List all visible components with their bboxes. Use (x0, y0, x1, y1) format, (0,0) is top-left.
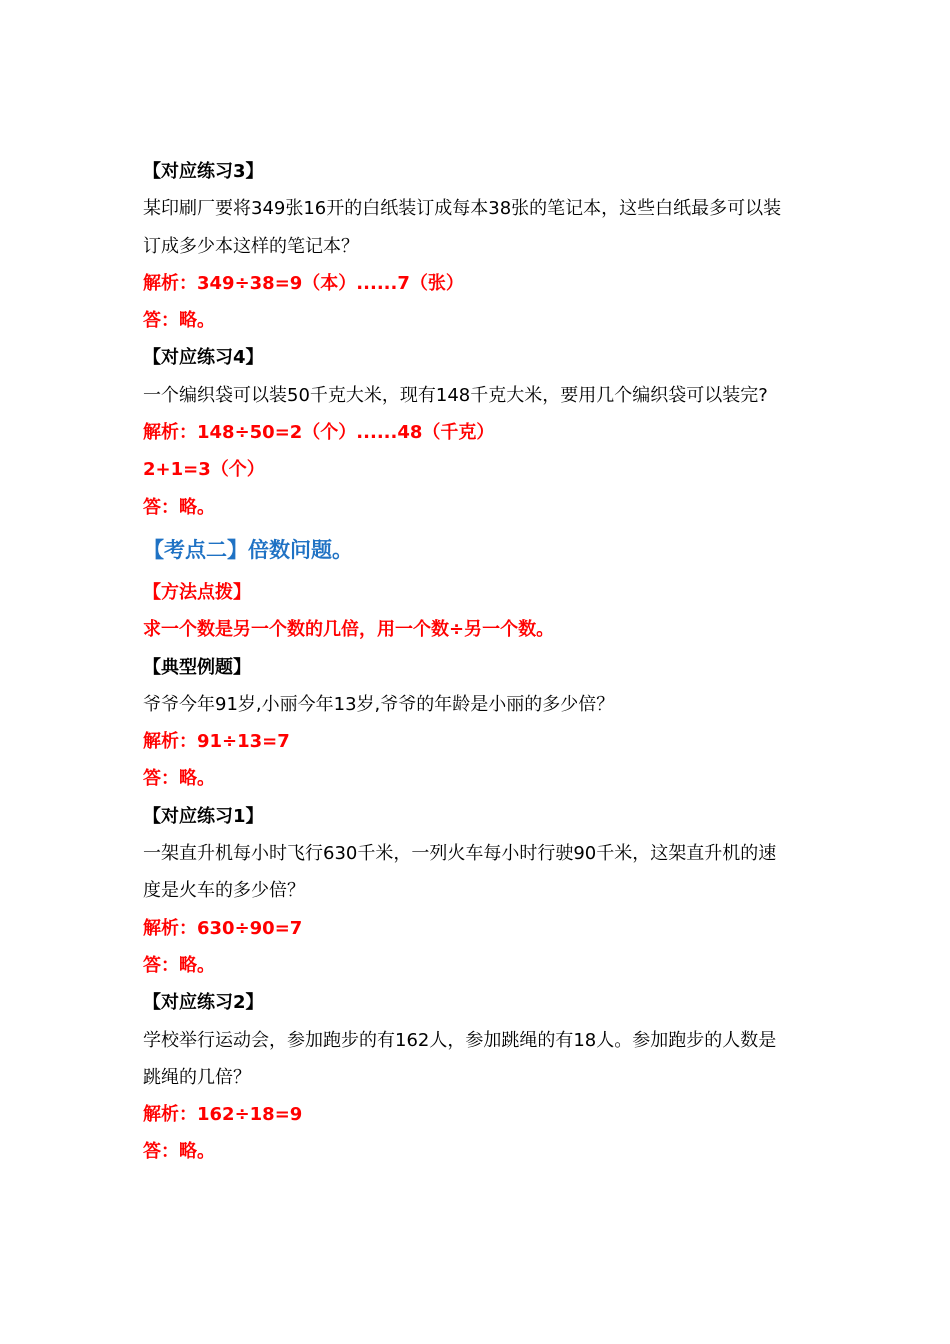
section-heading: 【考点二】倍数问题。 (143, 537, 353, 562)
solution-text: 解析：349÷38=9（本）......7（张） (143, 272, 464, 294)
answer-text: 答：略。 (143, 954, 215, 976)
solution-text: 解析：630÷90=7 (143, 917, 303, 939)
method-heading: 【方法点拨】 (143, 581, 251, 603)
question-text: 某印刷厂要将349张16开的白纸装订成每本38张的笔记本，这些白纸最多可以装 (143, 198, 782, 220)
answer-text: 答：略。 (143, 768, 215, 790)
method-text: 求一个数是另一个数的几倍，用一个数÷另一个数。 (143, 619, 555, 641)
solution-text: 解析：91÷13=7 (143, 731, 290, 753)
question-text: 跳绳的几倍？ (143, 1066, 251, 1088)
example-heading: 【典型例题】 (143, 656, 251, 678)
document-content (143, 153, 823, 1171)
exercise-heading: 【对应练习1】 (143, 805, 264, 827)
question-text: 学校举行运动会，参加跑步的有162人，参加跳绳的有18人。参加跑步的人数是 (143, 1029, 777, 1051)
solution-text: 解析：148÷50=2（个）......48（千克） (143, 422, 495, 444)
answer-text: 答：略。 (143, 1141, 215, 1163)
answer-text: 答：略。 (143, 310, 215, 332)
solution-text: 2+1=3（个） (143, 459, 265, 481)
question-text: 度是火车的多少倍？ (143, 880, 305, 902)
solution-text: 解析：162÷18=9 (143, 1104, 303, 1126)
question-text: 一个编织袋可以装50千克大米，现有148千克大米，要用几个编织袋可以装完? (143, 384, 768, 406)
exercise-heading: 【对应练习3】 (143, 161, 264, 182)
question-text: 订成多少本这样的笔记本？ (143, 235, 359, 257)
question-text: 爷爷今年91岁,小丽今年13岁,爷爷的年龄是小丽的多少倍？ (143, 693, 615, 715)
exercise-heading: 【对应练习4】 (143, 347, 264, 369)
exercise-heading: 【对应练习2】 (143, 992, 264, 1014)
answer-text: 答：略。 (143, 496, 215, 518)
question-text: 一架直升机每小时飞行630千米，一列火车每小时行驶90千米，这架直升机的速 (143, 843, 777, 865)
